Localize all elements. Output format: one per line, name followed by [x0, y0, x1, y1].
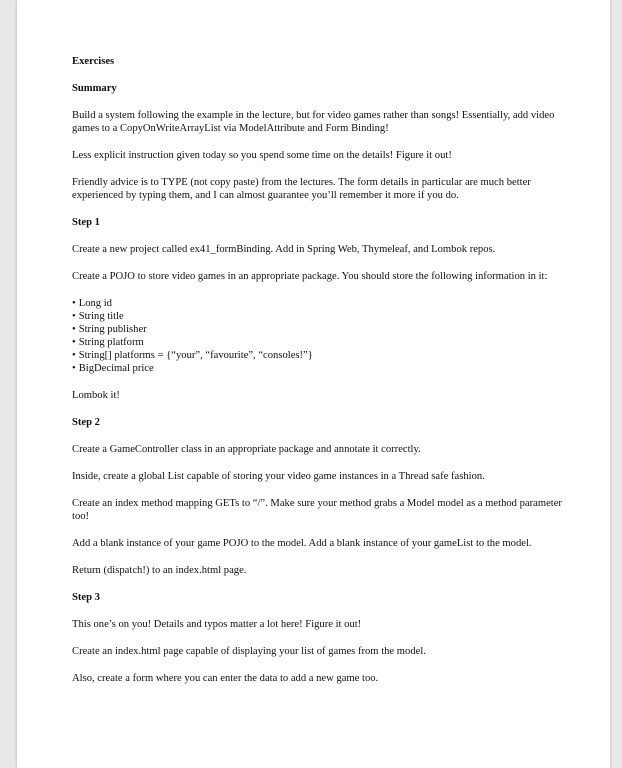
step3-paragraph-1: This one’s on you! Details and typos matter a lot here! Figure it out!: [72, 619, 362, 630]
step2-paragraph-2: Inside, create a global List capable of storing your video game instances in a Thread safe fashion.: [72, 471, 485, 482]
list-item: • Long id: [72, 297, 562, 310]
step3-heading: Step 3: [72, 592, 100, 603]
document-title: Exercises: [72, 56, 115, 67]
step1-paragraph-2: Create a POJO to store video games in an appropriate package. You should store the following information in it:: [72, 271, 548, 282]
step2-paragraph-5: Return (dispatch!) to an index.html page.: [72, 565, 247, 576]
document-content: [72, 55, 562, 685]
step1-heading: Step 1: [72, 217, 100, 228]
step1-paragraph-3: Lombok it!: [72, 390, 120, 401]
step1-paragraph-1: Create a new project called ex41_formBinding. Add in Spring Web, Thymeleaf, and Lombok repos.: [72, 244, 496, 255]
step3-paragraph-2: Create an index.html page capable of displaying your list of games from the model.: [72, 646, 426, 657]
list-item: • String platform: [72, 336, 562, 349]
list-item: • BigDecimal price: [72, 362, 562, 375]
pojo-field-list: [72, 297, 562, 375]
step2-paragraph-4: Add a blank instance of your game POJO to the model. Add a blank instance of your gameList to the model.: [72, 538, 532, 549]
summary-paragraph-3: Friendly advice is to TYPE (not copy paste) from the lectures. The form details in particular are much better experienced by typing them, and I can almost guarantee you’ll remember it more if you do.: [72, 177, 531, 201]
summary-paragraph-2: Less explicit instruction given today so you spend some time on the details! Figure it out!: [72, 150, 452, 161]
step2-paragraph-3: Create an index method mapping GETs to “/”. Make sure your method grabs a Model model as a method parameter too!: [72, 498, 562, 522]
step2-paragraph-1: Create a GameController class in an appropriate package and annotate it correctly.: [72, 444, 421, 455]
document-page: [17, 0, 610, 768]
step3-paragraph-3: Also, create a form where you can enter the data to add a new game too.: [72, 673, 379, 684]
list-item: • String publisher: [72, 323, 562, 336]
step2-heading: Step 2: [72, 417, 100, 428]
list-item: • String[] platforms = {“your”, “favourite”, “consoles!”}: [72, 349, 562, 362]
summary-heading: Summary: [72, 83, 117, 94]
summary-paragraph-1: Build a system following the example in the lecture, but for video games rather than songs! Essentially, add video games to a CopyOnWriteArrayList via ModelAttribute and Form Binding!: [72, 110, 555, 134]
list-item: • String title: [72, 310, 562, 323]
